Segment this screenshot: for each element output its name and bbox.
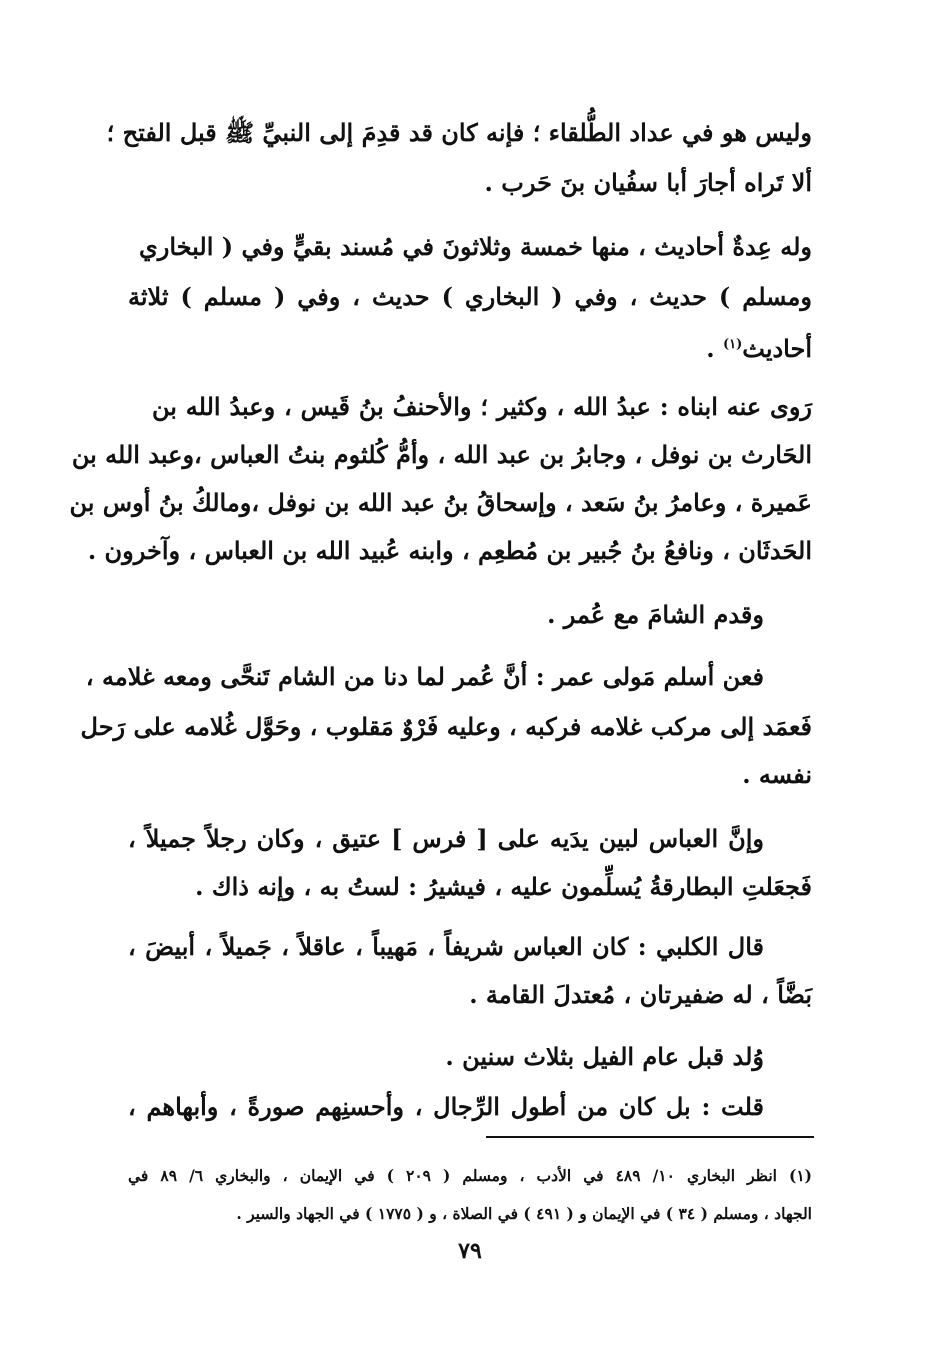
footnote-marker: (١) bbox=[722, 337, 743, 352]
text-line-10: وقدم الشامَ مع عُمر . bbox=[547, 600, 764, 629]
text-line-5 bbox=[128, 328, 812, 366]
text-line-14: وإنَّ العباس لبين يدَيه على [ فرس ] عتيق ، وكان رجلاً جميلاً ، bbox=[128, 824, 764, 853]
text-line-1: وليس هو في عداد الطُّلقاء ؛ فإنه كان قد قدِمَ إلى النبيِّ ﷺ قبل الفتح ؛ bbox=[106, 118, 812, 147]
text-line-2: ألا تَراه أجارَ أبا سفُيان بنَ حَرب . bbox=[484, 168, 812, 197]
footnote-line-2: الجهاد ، ومسلم ( ٣٤ ) في الإيمان و ( ٤٩١ ) في الصلاة ، و ( ١٧٧٥ ) في الجهاد والسير . bbox=[236, 1204, 812, 1223]
text-line-18: وُلد قبل عام الفيل بثلاث سنين . bbox=[445, 1042, 764, 1071]
text-line-9: الحَدثَان ، ونافعُ بنُ جُبير بن مُطعِم ، وابنه عُبيد الله بن العباس ، وآخرون . bbox=[87, 536, 812, 565]
text-line-3: وله عِدةٌ أحاديث ، منها خمسة وثلاثونَ في مُسند بقيٍّ وفي ( البخاري bbox=[138, 232, 812, 261]
text-line-12: فَعمَد إلى مركب غلامه فركبه ، وعليه فَرْوٌ مَقلوب ، وحَوَّل غُلامه على رَحل bbox=[80, 712, 812, 741]
text-line-5-tail: . bbox=[706, 334, 723, 363]
text-line-13: نفسه . bbox=[742, 760, 812, 789]
text-line-5-text: أحاديث bbox=[742, 334, 812, 363]
footnote-separator bbox=[486, 1136, 814, 1138]
footnote-line-1: (١) انظر البخاري ١٠/ ٤٨٩ في الأدب ، ومسلم ( ٢٠٩ ) في الإيمان ، والبخاري ٦/ ٨٩ في bbox=[128, 1166, 812, 1185]
text-line-4: ومسلم ) حديث ، وفي ( البخاري ) حديث ، وفي ( مسلم ) ثلاثة bbox=[128, 282, 812, 311]
text-line-11: فعن أسلم مَولى عمر : أنَّ عُمر لما دنا من الشام تَنحَّى ومعه غلامه ، bbox=[85, 662, 764, 691]
text-line-16: قال الكلبي : كان العباس شريفاً ، مَهيباً ، عاقلاً ، جَميلاً ، أبيضَ ، bbox=[128, 932, 764, 961]
text-line-15: فَجعَلتِ البطارقةُ يُسلِّمون عليه ، فيشيرُ : لستُ به ، وإنه ذاك . bbox=[195, 872, 812, 901]
text-line-8: عَميرة ، وعامرُ بنُ سَعد ، وإسحاقُ بنُ عبد الله بن نوفل ،ومالكُ بنُ أوس بن bbox=[69, 488, 812, 517]
page-number: ٧٩ bbox=[458, 1238, 482, 1264]
text-line-17: بَضَّاً ، له ضفيرتان ، مُعتدلَ القامة . bbox=[469, 980, 812, 1009]
text-line-7: الحَارث بن نوفل ، وجابرُ بن عبد الله ، وأمُّ كُلثوم بنتُ العباس ،وعبد الله بن bbox=[71, 440, 812, 469]
text-line-6: رَوى عنه ابناه : عبدُ الله ، وكثير ؛ والأحنفُ بنُ قَيس ، وعبدُ الله بن bbox=[152, 392, 812, 421]
text-line-19: قلت : بل كان من أطول الرِّجال ، وأحسنِهم صورةً ، وأبهاهم ، bbox=[128, 1092, 764, 1121]
